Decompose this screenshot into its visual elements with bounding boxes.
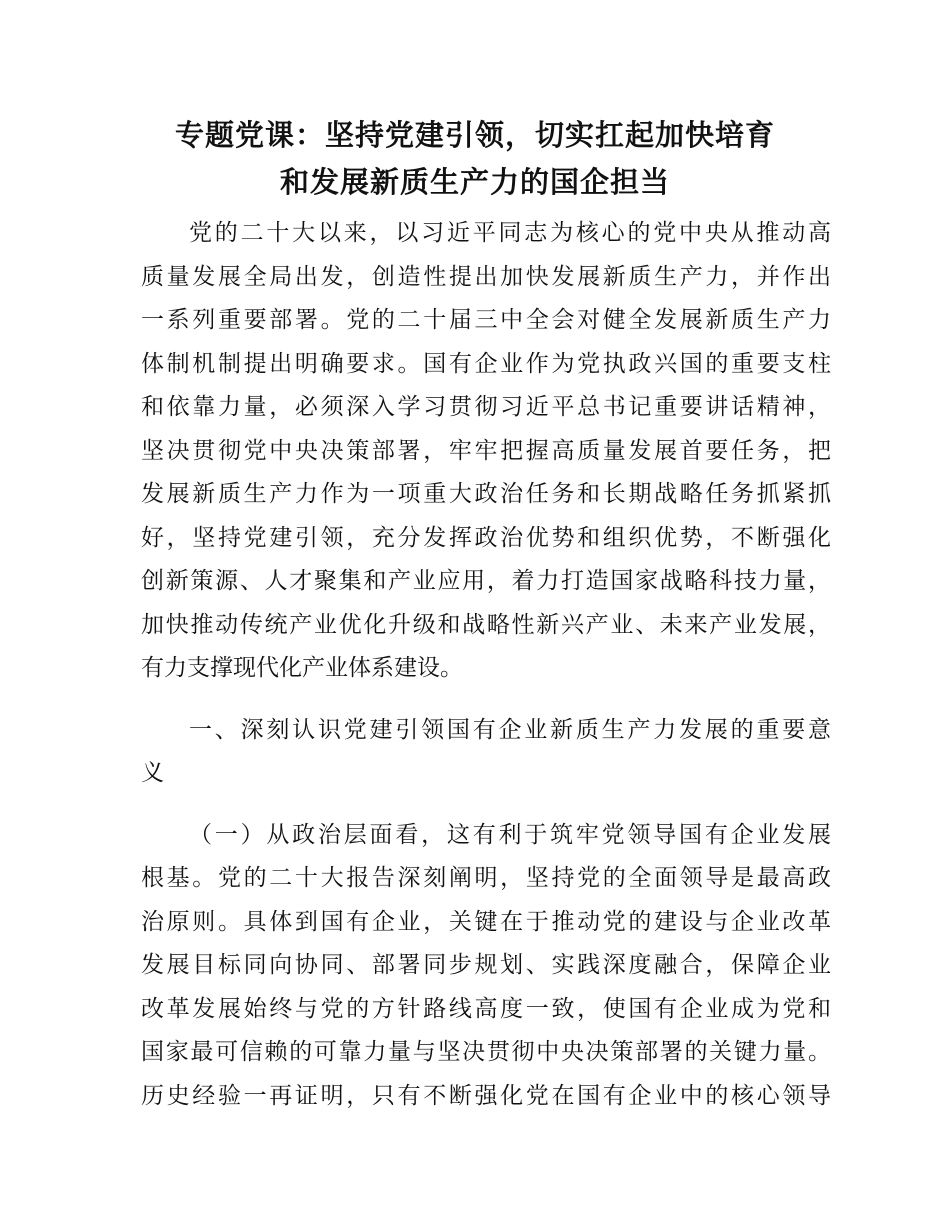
title-line-1: 专题党课：坚持党建引领，切实扛起加快培育 [174, 118, 775, 152]
paragraph-line: 治原则。具体到国有企业，关键在于推动党的建设与企业改革 [141, 908, 831, 935]
paragraph-line: 国家最可信赖的可靠力量与坚决贯彻中央决策部署的关键力量。 [141, 1039, 831, 1065]
heading-line: 义 [141, 760, 164, 786]
paragraph-line: 发展目标同向协同、部署同步规划、实践深度融合，保障企业 [141, 952, 831, 978]
paragraph-line: 质量发展全局出发，创造性提出加快发展新质生产力，并作出 [141, 263, 831, 290]
paragraph-line: 加快推动传统产业优化升级和战略性新兴产业、未来产业发展， [141, 611, 831, 638]
paragraph-gap [141, 796, 831, 814]
paragraph-line: （一）从政治层面看，这有利于筑牢党领导国有企业发展 [189, 821, 831, 848]
paragraph-line: 创新策源、人才聚集和产业应用，着力打造国家战略科技力量， [141, 568, 831, 594]
document-title [120, 112, 830, 206]
paragraph-line: 体制机制提出明确要求。国有企业作为党执政兴国的重要支柱 [141, 350, 831, 377]
paragraph-line: 改革发展始终与党的方针路线高度一致，使国有企业成为党和 [141, 995, 831, 1022]
paragraph-line: 好，坚持党建引领，充分发挥政治优势和组织优势，不断强化 [141, 524, 831, 551]
heading-line: 一、深刻认识党建引领国有企业新质生产力发展的重要意 [189, 716, 831, 743]
paragraph-line: 有力支撑现代化产业体系建设。 [141, 655, 463, 681]
intro-paragraph [141, 212, 831, 691]
paragraph-line: 历史经验一再证明，只有不断强化党在国有企业中的核心领导 [141, 1082, 831, 1109]
paragraph-line: 党的二十大以来，以习近平同志为核心的党中央从推动高 [189, 220, 831, 246]
section-heading-1 [141, 709, 831, 796]
title-line-2: 和发展新质生产力的国企担当 [279, 165, 670, 199]
subsection-paragraph-1 [141, 814, 831, 1119]
paragraph-line: 坚决贯彻党中央决策部署，牢牢把握高质量发展首要任务，把 [141, 437, 831, 464]
paragraph-line: 发展新质生产力作为一项重大政治任务和长期战略任务抓紧抓 [141, 481, 831, 507]
paragraph-line: 一系列重要部署。党的二十届三中全会对健全发展新质生产力 [141, 307, 831, 333]
paragraph-gap [141, 691, 831, 709]
paragraph-line: 和依靠力量，必须深入学习贯彻习近平总书记重要讲话精神， [141, 394, 831, 420]
document-body [141, 212, 831, 1118]
paragraph-line: 根基。党的二十大报告深刻阐明，坚持党的全面领导是最高政 [141, 865, 831, 891]
